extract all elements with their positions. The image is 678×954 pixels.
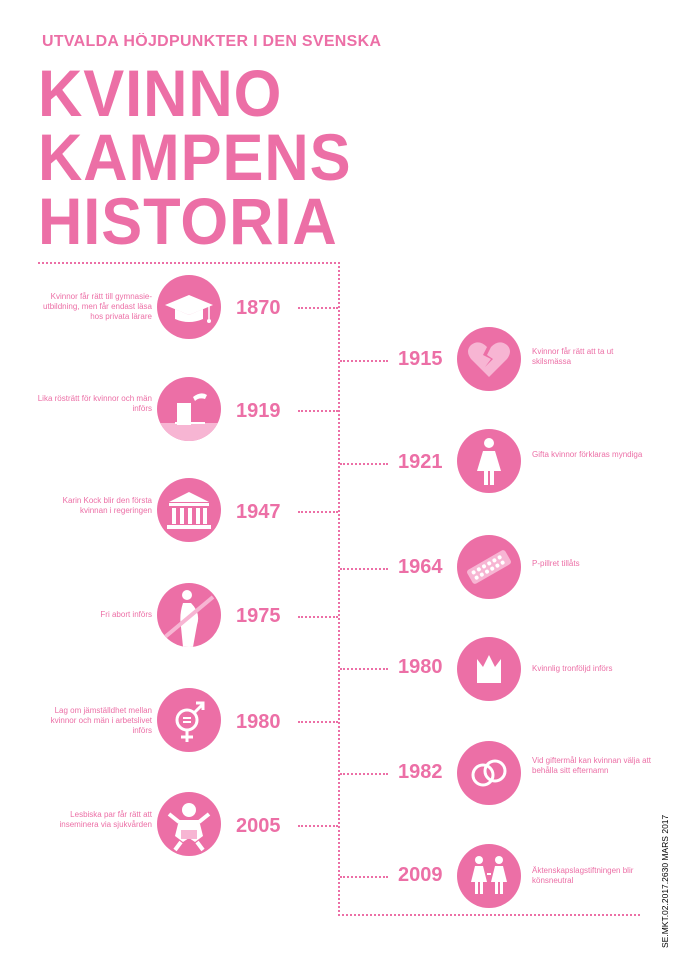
title-line-2: KAMPENS (38, 120, 352, 194)
event-text-1964: P-pillret tillåts (532, 559, 580, 568)
bottom-dotted-line (338, 914, 640, 916)
event-text-1947: Karin Kock blir den första kvinnan i regeringen (62, 496, 152, 515)
event-year-1964: 1964 (398, 556, 443, 578)
woman-figure-icon (457, 429, 521, 493)
kicker-heading: UTVALDA HÖJDPUNKTER I DEN SVENSKA (42, 33, 382, 50)
same-sex-couple-icon (457, 844, 521, 908)
broken-heart-icon (457, 327, 521, 391)
wedding-rings-icon (457, 741, 521, 805)
event-text-1980-left: Lag om jämställdhet mellan kvinnor och män i arbetslivet införs (50, 706, 152, 735)
event-year-1947: 1947 (236, 501, 281, 523)
connector-1980-right (340, 668, 388, 670)
event-year-1870: 1870 (236, 297, 281, 319)
baby-icon (157, 792, 221, 856)
connector-2005 (298, 825, 338, 827)
event-text-1982: Vid giftermål kan kvinnan välja att behålla sitt efternamn (532, 756, 652, 775)
title-line-3: HISTORIA (38, 184, 338, 258)
crown-icon (457, 637, 521, 701)
connector-1921 (340, 463, 388, 465)
event-year-2005: 2005 (236, 815, 281, 837)
event-text-1980-right: Kvinnlig tronföljd införs (532, 664, 613, 673)
event-text-1915: Kvinnor får rätt att ta ut skilsmässa (532, 347, 614, 366)
event-text-2005: Lesbiska par får rätt att inseminera via sjukvården (59, 810, 152, 829)
event-text-2009: Äktenskapslagstiftningen blir könsneutral (532, 866, 634, 885)
event-year-1915: 1915 (398, 348, 443, 370)
event-text-1919: Lika rösträtt för kvinnor och män införs (37, 394, 152, 413)
connector-1964 (340, 568, 388, 570)
top-dotted-line (38, 262, 340, 264)
event-text-1921: Gifta kvinnor förklaras myndiga (532, 450, 643, 459)
event-year-1982: 1982 (398, 761, 443, 783)
pill-pack-icon (457, 535, 521, 599)
connector-1947 (298, 511, 338, 513)
connector-1915 (340, 360, 388, 362)
government-building-icon (157, 478, 221, 542)
document-code-text (660, 808, 674, 948)
connector-1919 (298, 410, 338, 412)
connector-1870 (298, 307, 338, 309)
event-year-1921: 1921 (398, 451, 443, 473)
graduation-cap-icon (157, 275, 221, 339)
event-text-1870: Kvinnor får rätt till gymnasie-utbildning, men får endast läsa hos privata lärare (43, 292, 152, 321)
event-year-1980-left: 1980 (236, 711, 281, 733)
pregnant-woman-crossed-icon (157, 583, 221, 647)
event-year-1919: 1919 (236, 400, 281, 422)
connector-1982 (340, 773, 388, 775)
event-year-2009: 2009 (398, 864, 443, 886)
event-year-1975: 1975 (236, 605, 281, 627)
connector-1980-left (298, 721, 338, 723)
event-year-1980-right: 1980 (398, 656, 443, 678)
title-line-1: KVINNO (38, 56, 283, 130)
gender-equality-symbol-icon (157, 688, 221, 752)
event-text-1975: Fri abort införs (100, 610, 152, 619)
connector-1975 (298, 616, 338, 618)
ballot-box-icon (157, 377, 221, 441)
document-code-label: SE.MKT.02.2017.2630 MARS 2017 (660, 814, 670, 948)
connector-2009 (340, 876, 388, 878)
